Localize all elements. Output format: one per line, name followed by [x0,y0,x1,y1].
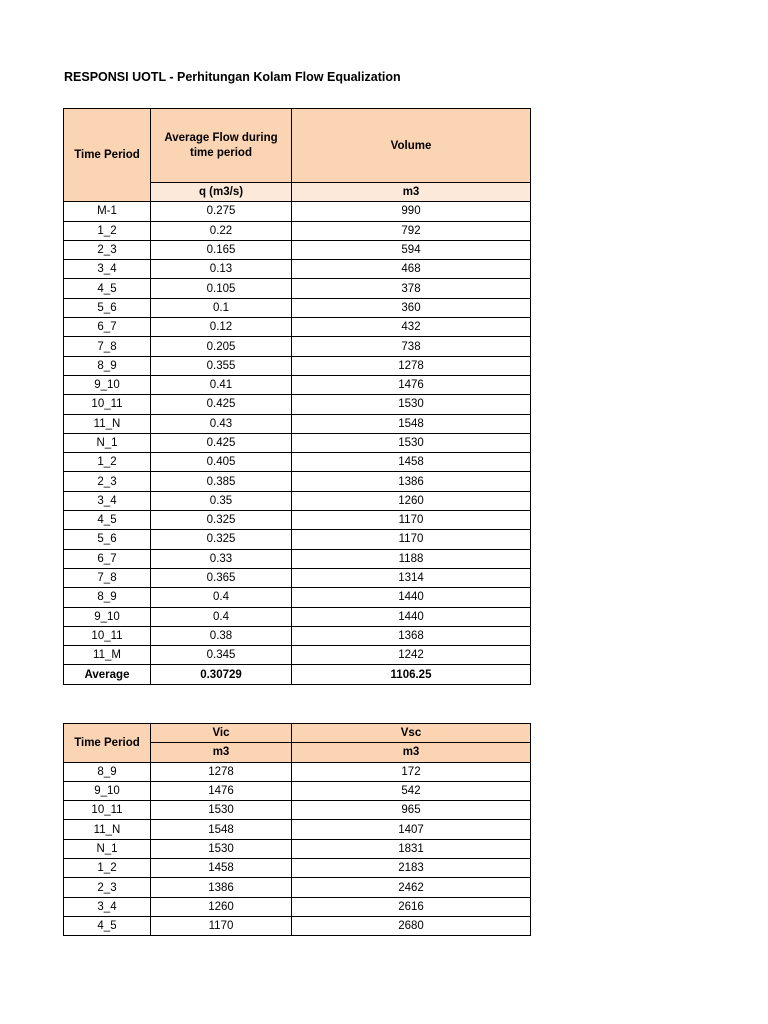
time-period-cell: 4_5 [64,279,151,298]
time-period-cell: 3_4 [64,260,151,279]
vic-cell: 1386 [151,878,292,897]
time-period-cell: 10_11 [64,395,151,414]
average-row [64,665,531,684]
document-title: RESPONSI UOTL - Perhitungan Kolam Flow Equalization [64,70,401,84]
volume-cell: 1278 [292,356,531,375]
table-row [64,240,531,259]
flow-cell: 0.345 [151,646,292,665]
table-row [64,414,531,433]
flow-cell: 0.13 [151,260,292,279]
time-period-cell: 7_8 [64,337,151,356]
vsc-cell: 2680 [292,916,531,935]
avg-flow-header: Average Flow during time period [151,109,292,183]
table-row [64,453,531,472]
flow-cell: 0.405 [151,453,292,472]
vsc-unit: m3 [292,743,531,762]
table-row [64,607,531,626]
volume-cell: 990 [292,202,531,221]
vsc-cell: 1407 [292,820,531,839]
table-row [64,318,531,337]
flow-unit: q (m3/s) [151,183,292,202]
time-period-header-2: Time Period [64,724,151,763]
time-period-cell: 1_2 [64,221,151,240]
time-period-cell: 11_N [64,820,151,839]
table-row [64,298,531,317]
volume-cell: 1458 [292,453,531,472]
table-row [64,202,531,221]
volume-cell: 792 [292,221,531,240]
time-period-cell: 8_9 [64,356,151,375]
flow-cell: 0.385 [151,472,292,491]
table-row [64,781,531,800]
vic-cell: 1260 [151,897,292,916]
flow-volume-table [63,108,531,685]
time-period-cell: 2_3 [64,878,151,897]
volume-cell: 1188 [292,549,531,568]
time-period-cell: 8_9 [64,588,151,607]
volume-cell: 1548 [292,414,531,433]
volume-cell: 1530 [292,433,531,452]
volume-cell: 468 [292,260,531,279]
flow-cell: 0.105 [151,279,292,298]
table-row [64,820,531,839]
table-row [64,530,531,549]
table-row [64,356,531,375]
volume-cell: 432 [292,318,531,337]
vic-cell: 1530 [151,839,292,858]
vsc-cell: 542 [292,781,531,800]
table-row [64,878,531,897]
table-row [64,916,531,935]
vic-vsc-table [63,723,531,936]
flow-cell: 0.41 [151,375,292,394]
time-period-cell: 3_4 [64,491,151,510]
volume-cell: 738 [292,337,531,356]
time-period-cell: 6_7 [64,549,151,568]
table-row [64,395,531,414]
flow-cell: 0.165 [151,240,292,259]
volume-cell: 1170 [292,530,531,549]
time-period-cell: 6_7 [64,318,151,337]
volume-unit: m3 [292,183,531,202]
volume-cell: 1170 [292,511,531,530]
flow-cell: 0.425 [151,395,292,414]
time-period-cell: 1_2 [64,453,151,472]
table-row [64,337,531,356]
volume-cell: 1314 [292,568,531,587]
vic-cell: 1476 [151,781,292,800]
time-period-cell: 2_3 [64,472,151,491]
flow-cell: 0.275 [151,202,292,221]
vic-header: Vic [151,724,292,743]
flow-cell: 0.22 [151,221,292,240]
table-row [64,568,531,587]
table-row [64,588,531,607]
flow-cell: 0.1 [151,298,292,317]
vsc-cell: 965 [292,801,531,820]
table-row [64,897,531,916]
time-period-cell: 9_10 [64,781,151,800]
volume-header: Volume [292,109,531,183]
time-period-cell: 9_10 [64,375,151,394]
time-period-cell: 3_4 [64,897,151,916]
vic-cell: 1530 [151,801,292,820]
table-row [64,491,531,510]
volume-cell: 1260 [292,491,531,510]
volume-cell: 1530 [292,395,531,414]
flow-cell: 0.33 [151,549,292,568]
flow-cell: 0.38 [151,626,292,645]
time-period-cell: 10_11 [64,801,151,820]
average-label: Average [64,665,151,684]
time-period-cell: 8_9 [64,762,151,781]
table-row [64,626,531,645]
table-row [64,511,531,530]
time-period-cell: M-1 [64,202,151,221]
vic-unit: m3 [151,743,292,762]
vic-cell: 1458 [151,859,292,878]
volume-cell: 1440 [292,588,531,607]
volume-cell: 378 [292,279,531,298]
vsc-cell: 2183 [292,859,531,878]
average-flow: 0.30729 [151,665,292,684]
table-row [64,260,531,279]
table-row [64,221,531,240]
volume-cell: 1476 [292,375,531,394]
flow-cell: 0.205 [151,337,292,356]
average-volume: 1106.25 [292,665,531,684]
table-row [64,375,531,394]
table-row [64,859,531,878]
time-period-cell: 1_2 [64,859,151,878]
time-period-cell: 2_3 [64,240,151,259]
vsc-cell: 1831 [292,839,531,858]
vsc-cell: 172 [292,762,531,781]
volume-cell: 1368 [292,626,531,645]
time-period-cell: 4_5 [64,511,151,530]
time-period-cell: 4_5 [64,916,151,935]
flow-cell: 0.43 [151,414,292,433]
flow-cell: 0.425 [151,433,292,452]
volume-cell: 594 [292,240,531,259]
vic-cell: 1548 [151,820,292,839]
table-row [64,472,531,491]
volume-cell: 360 [292,298,531,317]
flow-cell: 0.4 [151,588,292,607]
flow-cell: 0.325 [151,530,292,549]
time-period-cell: 7_8 [64,568,151,587]
vsc-cell: 2616 [292,897,531,916]
table-row [64,801,531,820]
flow-cell: 0.355 [151,356,292,375]
time-period-cell: 11_M [64,646,151,665]
time-period-cell: 5_6 [64,298,151,317]
table-row [64,646,531,665]
flow-cell: 0.325 [151,511,292,530]
volume-cell: 1440 [292,607,531,626]
time-period-cell: N_1 [64,433,151,452]
vsc-cell: 2462 [292,878,531,897]
flow-cell: 0.12 [151,318,292,337]
vic-cell: 1278 [151,762,292,781]
time-period-cell: 9_10 [64,607,151,626]
table-row [64,839,531,858]
table-row [64,549,531,568]
flow-cell: 0.365 [151,568,292,587]
table-row [64,762,531,781]
vsc-header: Vsc [292,724,531,743]
table-row [64,433,531,452]
vic-cell: 1170 [151,916,292,935]
time-period-header: Time Period [64,109,151,202]
table-row [64,279,531,298]
time-period-cell: N_1 [64,839,151,858]
volume-cell: 1242 [292,646,531,665]
flow-cell: 0.4 [151,607,292,626]
time-period-cell: 10_11 [64,626,151,645]
volume-cell: 1386 [292,472,531,491]
time-period-cell: 11_N [64,414,151,433]
flow-cell: 0.35 [151,491,292,510]
time-period-cell: 5_6 [64,530,151,549]
